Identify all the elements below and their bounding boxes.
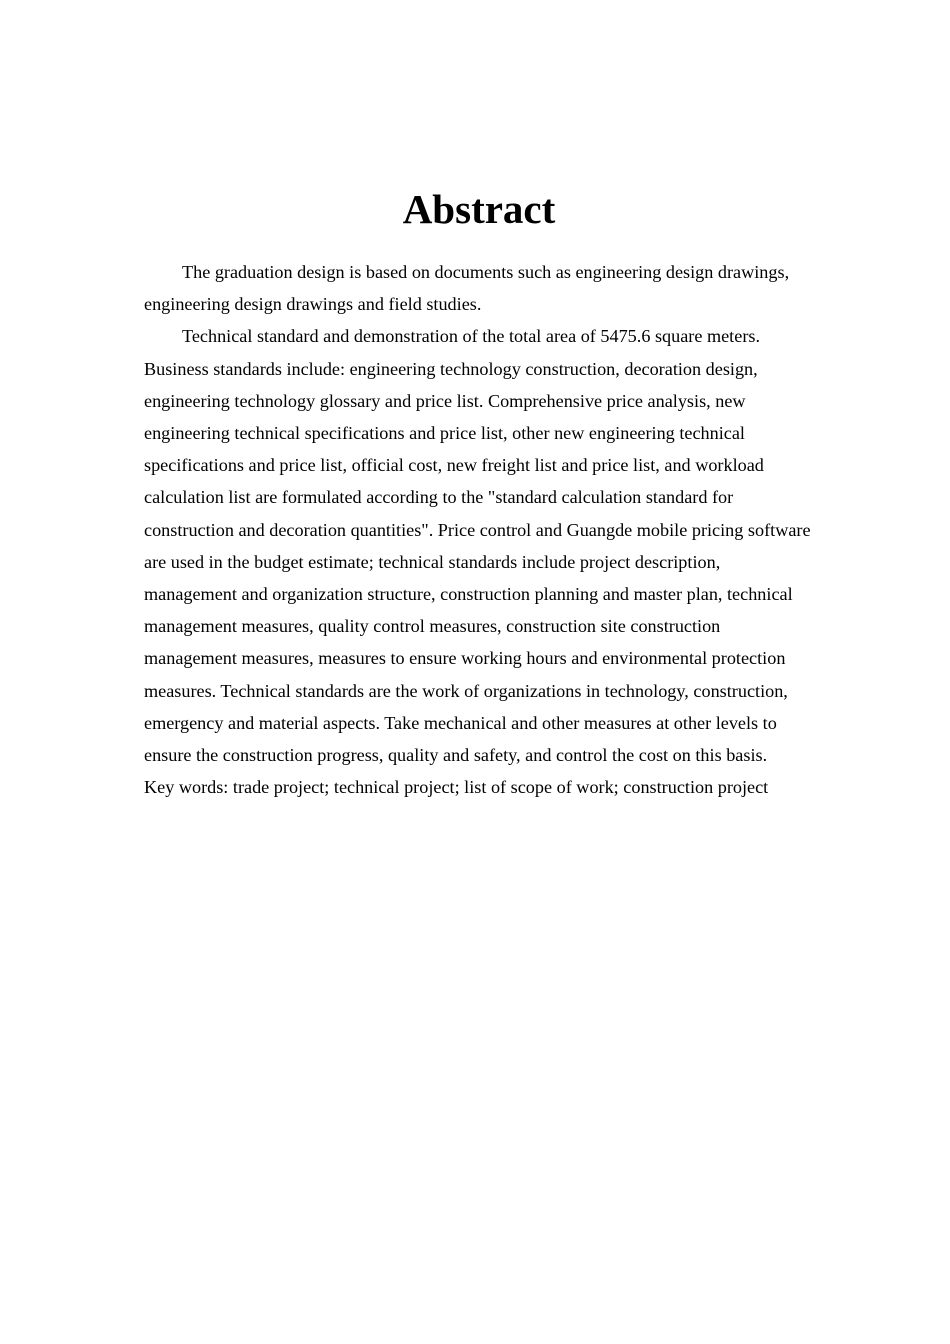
abstract-section bbox=[144, 178, 814, 803]
abstract-paragraph-2: Technical standard and demonstration of the total area of 5475.6 square meters. Business standards include: engineering technology construction, decoration design, engineering technology glossary and price list. Comprehensive price analysis, new engineering technical specifications and price list, other new engineering technical specifications and price list, official cost, new freight list and price list, and workload calculation list are formulated according to the "standard calculation standard for construction and decoration quantities". Price control and Guangde mobile pricing software are used in the budget estimate; technical standards include project description, management and organization structure, construction planning and master plan, technical management measures, quality control measures, construction site construction management measures, measures to ensure working hours and environmental protection measures. Technical standards are the work of organizations in technology, construction, emergency and material aspects. Take mechanical and other measures at other levels to ensure the construction progress, quality and safety, and control the cost on this basis. bbox=[144, 326, 811, 766]
abstract-paragraph-1: The graduation design is based on documents such as engineering design drawings, engineering design drawings and field studies. bbox=[144, 262, 790, 315]
page-title: Abstract bbox=[402, 186, 556, 232]
keywords-line: Key words: trade project; technical project; list of scope of work; construction project bbox=[144, 777, 769, 798]
